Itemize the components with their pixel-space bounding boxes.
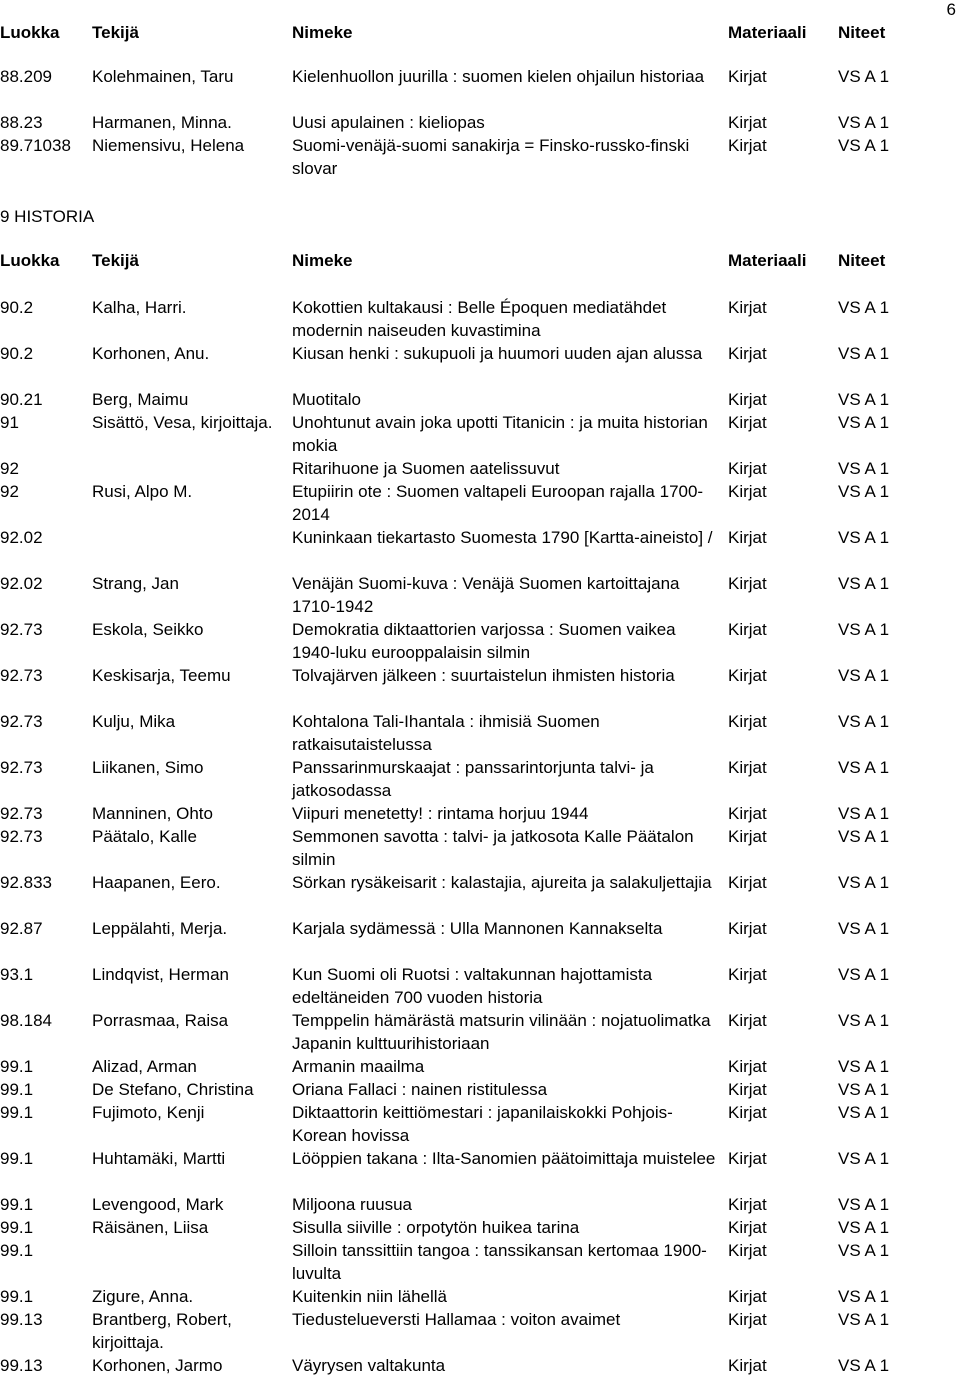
cell-niteet: VS A 1 [838, 1011, 890, 1030]
cell-luokka: 92.833 [0, 873, 52, 892]
cell-nimeke: Unohtunut avain joka upotti Titanicin : ja muita historian mokia [292, 413, 708, 455]
header-niteet: Niteet [838, 23, 886, 42]
table-row [0, 825, 960, 871]
table-row [0, 917, 960, 963]
cell-nimeke: Muotitalo [292, 390, 361, 409]
cell-luokka: 99.1 [0, 1218, 34, 1237]
cell-luokka: 88.209 [0, 67, 52, 86]
table-row [0, 1101, 960, 1147]
cell-materiaali: Kirjat [728, 1310, 767, 1329]
cell-materiaali: Kirjat [728, 1356, 767, 1375]
cell-nimeke: Karjala sydämessä : Ulla Mannonen Kannakselta [292, 919, 663, 938]
cell-luokka: 92.73 [0, 804, 43, 823]
cell-luokka: 90.2 [0, 344, 34, 363]
cell-luokka: 98.184 [0, 1011, 52, 1030]
cell-niteet: VS A 1 [838, 666, 890, 685]
cell-materiaali: Kirjat [728, 390, 767, 409]
cell-tekija: Liikanen, Simo [92, 758, 204, 777]
table-row [0, 963, 960, 1009]
cell-luokka: 89.71038 [0, 136, 71, 155]
cell-tekija: Leppälahti, Merja. [92, 919, 228, 938]
cell-tekija: Huhtamäki, Martti [92, 1149, 226, 1168]
cell-tekija: Räisänen, Liisa [92, 1218, 209, 1237]
cell-materiaali: Kirjat [728, 1218, 767, 1237]
cell-tekija: Harmanen, Minna. [92, 113, 232, 132]
cell-nimeke: Uusi apulainen : kieliopas [292, 113, 485, 132]
cell-materiaali: Kirjat [728, 413, 767, 432]
cell-luokka: 92.73 [0, 758, 43, 777]
cell-materiaali: Kirjat [728, 1011, 767, 1030]
table-row [0, 802, 960, 825]
section-title: 9 HISTORIA [0, 207, 95, 226]
cell-nimeke: Miljoona ruusua [292, 1195, 413, 1214]
header-nimeke: Nimeke [292, 251, 353, 270]
table-row [0, 111, 960, 134]
table-row [0, 756, 960, 802]
cell-luokka: 92.02 [0, 574, 43, 593]
cell-niteet: VS A 1 [838, 1103, 890, 1122]
cell-niteet: VS A 1 [838, 459, 890, 478]
cell-tekija: Korhonen, Anu. [92, 344, 210, 363]
cell-tekija: Kalha, Harri. [92, 298, 187, 317]
cell-luokka: 92.02 [0, 528, 43, 547]
cell-tekija: Fujimoto, Kenji [92, 1103, 205, 1122]
cell-niteet: VS A 1 [838, 136, 890, 155]
table-row [0, 664, 960, 710]
cell-niteet: VS A 1 [838, 1195, 890, 1214]
header-tekija: Tekijä [92, 23, 139, 42]
cell-nimeke: Kokottien kultakausi : Belle Époquen mediatähdet modernin naiseuden kuvastimina [292, 298, 667, 340]
header-nimeke: Nimeke [292, 23, 353, 42]
cell-luokka: 92.73 [0, 620, 43, 639]
cell-luokka: 92.87 [0, 919, 43, 938]
cell-niteet: VS A 1 [838, 758, 890, 777]
cell-tekija: Levengood, Mark [92, 1195, 224, 1214]
header-luokka: Luokka [0, 251, 60, 270]
table-row [0, 1193, 960, 1216]
cell-niteet: VS A 1 [838, 413, 890, 432]
cell-tekija: Berg, Maimu [92, 390, 189, 409]
cell-nimeke: Tiedustelueversti Hallamaa : voiton avaimet [292, 1310, 621, 1329]
cell-tekija: Päätalo, Kalle [92, 827, 197, 846]
cell-niteet: VS A 1 [838, 298, 890, 317]
cell-niteet: VS A 1 [838, 873, 890, 892]
table-row [0, 65, 960, 111]
cell-tekija: Porrasmaa, Raisa [92, 1011, 229, 1030]
cell-materiaali: Kirjat [728, 1149, 767, 1168]
cell-luokka: 88.23 [0, 113, 43, 132]
cell-materiaali: Kirjat [728, 758, 767, 777]
cell-nimeke: Panssarinmurskaajat : panssarintorjunta talvi- ja jatkosodassa [292, 758, 654, 800]
cell-niteet: VS A 1 [838, 919, 890, 938]
cell-niteet: VS A 1 [838, 67, 890, 86]
cell-tekija: Alizad, Arman [92, 1057, 197, 1076]
cell-nimeke: Kielenhuollon juurilla : suomen kielen ohjailun historiaa [292, 67, 705, 86]
cell-niteet: VS A 1 [838, 1057, 890, 1076]
cell-luokka: 99.1 [0, 1057, 34, 1076]
cell-tekija: Kulju, Mika [92, 712, 176, 731]
cell-niteet: VS A 1 [838, 482, 890, 501]
cell-nimeke: Lööppien takana : Ilta-Sanomien päätoimittaja muistelee [292, 1149, 716, 1168]
cell-nimeke: Ritarihuone ja Suomen aatelissuvut [292, 459, 560, 478]
cell-materiaali: Kirjat [728, 873, 767, 892]
cell-tekija: Sisättö, Vesa, kirjoittaja. [92, 413, 273, 432]
cell-materiaali: Kirjat [728, 1241, 767, 1260]
table-row [0, 1216, 960, 1239]
table-header-top [0, 21, 960, 45]
cell-niteet: VS A 1 [838, 1080, 890, 1099]
table-body-main [0, 296, 960, 1377]
header-niteet: Niteet [838, 251, 886, 270]
cell-materiaali: Kirjat [728, 827, 767, 846]
cell-materiaali: Kirjat [728, 482, 767, 501]
header-materiaali: Materiaali [728, 251, 807, 270]
cell-luokka: 99.1 [0, 1241, 34, 1260]
table-row [0, 1055, 960, 1078]
table-row [0, 134, 960, 180]
cell-luokka: 99.1 [0, 1103, 34, 1122]
cell-luokka: 91 [0, 413, 19, 432]
table-row [0, 480, 960, 526]
table-row [0, 871, 960, 917]
cell-nimeke: Diktaattorin keittiömestari : japanilaiskokki Pohjois-Korean hovissa [292, 1103, 673, 1145]
cell-materiaali: Kirjat [728, 67, 767, 86]
cell-materiaali: Kirjat [728, 528, 767, 547]
table-row [0, 710, 960, 756]
cell-nimeke: Demokratia diktaattorien varjossa : Suomen vaikea 1940-luku eurooppalaisin silmin [292, 620, 676, 662]
table-row [0, 411, 960, 457]
cell-materiaali: Kirjat [728, 1287, 767, 1306]
cell-niteet: VS A 1 [838, 113, 890, 132]
cell-niteet: VS A 1 [838, 620, 890, 639]
cell-tekija: Eskola, Seikko [92, 620, 204, 639]
cell-niteet: VS A 1 [838, 712, 890, 731]
page-number: 6 [946, 0, 956, 19]
cell-niteet: VS A 1 [838, 827, 890, 846]
cell-tekija: Brantberg, Robert, kirjoittaja. [92, 1310, 232, 1352]
cell-materiaali: Kirjat [728, 136, 767, 155]
cell-niteet: VS A 1 [838, 965, 890, 984]
table-header-main [0, 249, 960, 273]
cell-niteet: VS A 1 [838, 1310, 890, 1329]
cell-luokka: 99.13 [0, 1310, 43, 1329]
cell-nimeke: Väyrysen valtakunta [292, 1356, 446, 1375]
cell-nimeke: Suomi-venäjä-suomi sanakirja = Finsko-russko-finski slovar [292, 136, 690, 178]
cell-luokka: 99.1 [0, 1195, 34, 1214]
cell-luokka: 99.1 [0, 1080, 34, 1099]
cell-nimeke: Kun Suomi oli Ruotsi : valtakunnan hajottamista edeltäneiden 700 vuoden historia [292, 965, 653, 1007]
table-row [0, 1147, 960, 1193]
cell-niteet: VS A 1 [838, 1241, 890, 1260]
cell-materiaali: Kirjat [728, 459, 767, 478]
cell-niteet: VS A 1 [838, 528, 890, 547]
cell-nimeke: Tolvajärven jälkeen : suurtaistelun ihmisten historia [292, 666, 675, 685]
cell-luokka: 99.1 [0, 1287, 34, 1306]
cell-materiaali: Kirjat [728, 712, 767, 731]
cell-nimeke: Sisulla siiville : orpotytön huikea tarina [292, 1218, 580, 1237]
cell-materiaali: Kirjat [728, 804, 767, 823]
cell-materiaali: Kirjat [728, 574, 767, 593]
cell-nimeke: Etupiirin ote : Suomen valtapeli Euroopan rajalla 1700-2014 [292, 482, 704, 524]
cell-nimeke: Kuninkaan tiekartasto Suomesta 1790 [Kartta-aineisto] / [292, 528, 713, 547]
cell-nimeke: Kiusan henki : sukupuoli ja huumori uuden ajan alussa [292, 344, 703, 363]
cell-luokka: 93.1 [0, 965, 34, 984]
table-body-top [0, 65, 960, 180]
header-materiaali: Materiaali [728, 23, 807, 42]
cell-materiaali: Kirjat [728, 965, 767, 984]
cell-tekija: De Stefano, Christina [92, 1080, 254, 1099]
cell-luokka: 99.1 [0, 1149, 34, 1168]
table-row [0, 1285, 960, 1308]
cell-materiaali: Kirjat [728, 1103, 767, 1122]
cell-luokka: 92.73 [0, 712, 43, 731]
cell-nimeke: Oriana Fallaci : nainen ristitulessa [292, 1080, 548, 1099]
cell-materiaali: Kirjat [728, 344, 767, 363]
cell-tekija: Korhonen, Jarmo [92, 1356, 223, 1375]
cell-tekija: Kolehmainen, Taru [92, 67, 234, 86]
cell-nimeke: Kohtalona Tali-Ihantala : ihmisiä Suomen ratkaisutaistelussa [292, 712, 600, 754]
cell-niteet: VS A 1 [838, 804, 890, 823]
cell-nimeke: Temppelin hämärästä matsurin vilinään : nojatuolimatka Japanin kulttuurihistoriaan [292, 1011, 711, 1053]
table-row [0, 388, 960, 411]
table-row [0, 1308, 960, 1354]
cell-nimeke: Armanin maailma [292, 1057, 425, 1076]
cell-luokka: 92.73 [0, 666, 43, 685]
table-row [0, 1009, 960, 1055]
cell-tekija: Lindqvist, Herman [92, 965, 230, 984]
cell-nimeke: Venäjän Suomi-kuva : Venäjä Suomen kartoittajana 1710-1942 [292, 574, 680, 616]
table-row [0, 457, 960, 480]
cell-luokka: 92 [0, 459, 19, 478]
table-row [0, 1239, 960, 1285]
cell-niteet: VS A 1 [838, 1356, 890, 1375]
cell-niteet: VS A 1 [838, 1218, 890, 1237]
cell-materiaali: Kirjat [728, 298, 767, 317]
cell-nimeke: Sörkan rysäkeisarit : kalastajia, ajureita ja salakuljettajia [292, 873, 712, 892]
cell-tekija: Niemensivu, Helena [92, 136, 245, 155]
cell-tekija: Keskisarja, Teemu [92, 666, 231, 685]
table-row [0, 296, 960, 342]
cell-tekija: Zigure, Anna. [92, 1287, 194, 1306]
header-luokka: Luokka [0, 23, 60, 42]
table-row [0, 1078, 960, 1101]
cell-materiaali: Kirjat [728, 1080, 767, 1099]
cell-nimeke: Silloin tanssittiin tangoa : tanssikansan kertomaa 1900-luvulta [292, 1241, 707, 1283]
cell-niteet: VS A 1 [838, 574, 890, 593]
cell-niteet: VS A 1 [838, 1149, 890, 1168]
cell-niteet: VS A 1 [838, 390, 890, 409]
cell-materiaali: Kirjat [728, 620, 767, 639]
cell-luokka: 92.73 [0, 827, 43, 846]
table-row [0, 618, 960, 664]
cell-nimeke: Kuitenkin niin lähellä [292, 1287, 447, 1306]
cell-luokka: 99.13 [0, 1356, 43, 1375]
cell-materiaali: Kirjat [728, 1195, 767, 1214]
cell-tekija: Haapanen, Eero. [92, 873, 221, 892]
header-tekija: Tekijä [92, 251, 139, 270]
cell-materiaali: Kirjat [728, 666, 767, 685]
cell-materiaali: Kirjat [728, 919, 767, 938]
cell-niteet: VS A 1 [838, 1287, 890, 1306]
cell-materiaali: Kirjat [728, 1057, 767, 1076]
cell-tekija: Manninen, Ohto [92, 804, 213, 823]
table-row [0, 572, 960, 618]
cell-niteet: VS A 1 [838, 344, 890, 363]
cell-tekija: Rusi, Alpo M. [92, 482, 193, 501]
cell-luokka: 90.2 [0, 298, 34, 317]
cell-luokka: 90.21 [0, 390, 43, 409]
cell-materiaali: Kirjat [728, 113, 767, 132]
table-row [0, 526, 960, 572]
cell-nimeke: Viipuri menetetty! : rintama horjuu 1944 [292, 804, 589, 823]
cell-nimeke: Semmonen savotta : talvi- ja jatkosota Kalle Päätalon silmin [292, 827, 694, 869]
cell-tekija: Strang, Jan [92, 574, 179, 593]
table-row [0, 342, 960, 388]
cell-luokka: 92 [0, 482, 19, 501]
